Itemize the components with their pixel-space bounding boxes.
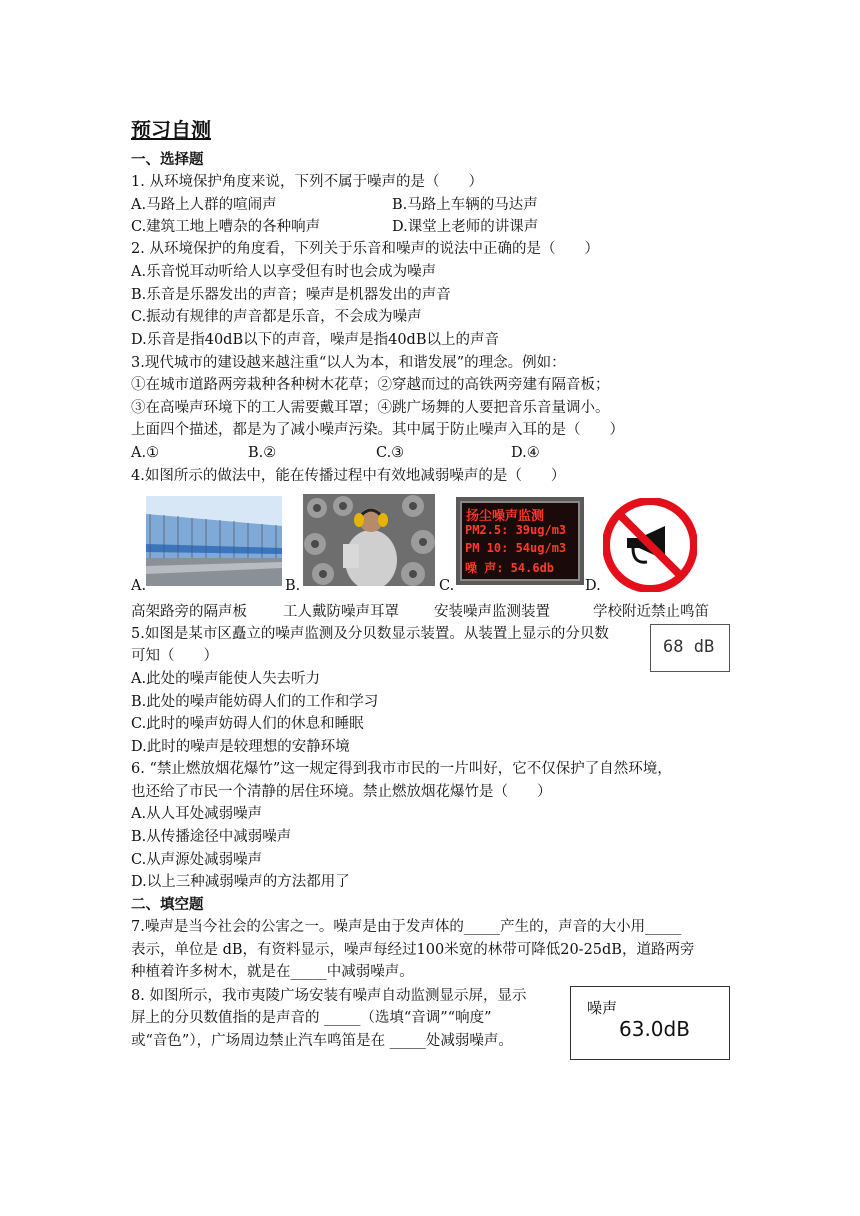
section-choice-heading: 一、选择题 — [131, 152, 204, 168]
noise-monitor-led-image — [456, 497, 584, 585]
q1-option-b: B.马路上车辆的马达声 — [392, 197, 538, 213]
q8-line-1: 8. 如图所示，我市夷陵广场安装有噪声自动监测显示屏，显示 — [131, 988, 527, 1004]
q6-option-d: D.以上三种减弱噪声的方法都用了 — [131, 874, 350, 890]
q5-option-d: D.此时的噪声是较理想的安静环境 — [131, 739, 350, 755]
q5-option-c: C.此时的噪声妨碍人们的休息和睡眠 — [131, 716, 364, 732]
q3-option-d: D.④ — [511, 445, 540, 461]
db-display-68 — [650, 624, 730, 672]
sound-barrier-image — [146, 496, 282, 586]
section-fill-heading: 二、填空题 — [131, 897, 204, 913]
q3-option-b: B.② — [248, 445, 277, 461]
q6-option-b: B.从传播途径中减弱噪声 — [131, 829, 292, 845]
q1-option-a: A.马路上人群的喧闹声 — [131, 197, 277, 213]
page-title: 预习自测 — [131, 118, 211, 142]
q3-option-c: C.③ — [376, 445, 405, 461]
q4-option-d: D. — [585, 578, 601, 594]
q2-option-a: A.乐音悦耳动听给人以享受但有时也会成为噪声 — [131, 264, 437, 280]
q6-option-c: C.从声源处减弱噪声 — [131, 852, 263, 868]
q8-line-3: 或“音色”），广场周边禁止汽车鸣笛是在 _____处减弱噪声。 — [131, 1033, 513, 1049]
q7-line-2: 表示，单位是 dB，有资料显示，噪声每经过100米宽的林带可降低20-25dB，道路两旁 — [131, 942, 695, 958]
noise-display-63 — [570, 986, 730, 1060]
q1-stem: 1. 从环境保护角度来说，下列不属于噪声的是（ ） — [131, 174, 483, 190]
no-honking-sign-icon — [603, 498, 697, 592]
noise-display-value: 63.0dB — [619, 1017, 690, 1041]
caption-b: 工人戴防噪声耳罩 — [283, 604, 399, 620]
q7-line-3: 种植着许多树木，就是在_____中减弱噪声。 — [131, 964, 414, 980]
q7-line-1: 7.噪声是当今社会的公害之一。噪声是由于发声体的_____产生的，声音的大小用_____ — [131, 919, 682, 935]
led-line-2: PM2.5: 39ug/m3 — [465, 523, 567, 537]
q5-stem: 5.如图是某市区矗立的噪声监测及分贝数显示装置。从装置上显示的分贝数 — [131, 626, 609, 642]
noise-display-label: 噪声 — [587, 999, 618, 1017]
q3-line-3: ③在高噪声环境下的工人需要戴耳罩；④跳广场舞的人要把音乐音量调小。 — [131, 400, 610, 416]
q2-option-d: D.乐音是指40dB以下的声音，噪声是指40dB以上的声音 — [131, 332, 499, 348]
q4-option-b: B. — [285, 578, 301, 594]
q5-stem-2: 可知（ ） — [131, 648, 218, 664]
q4-option-c: C. — [439, 578, 455, 594]
caption-a: 高架路旁的隔声板 — [131, 604, 247, 620]
q5-option-b: B.此处的噪声能妨碍人们的工作和学习 — [131, 694, 379, 710]
db-display-68-value: 68 dB — [663, 637, 715, 657]
q1-option-c: C.建筑工地上嘈杂的各种响声 — [131, 219, 321, 235]
q1-option-d: D.课堂上老师的讲课声 — [392, 219, 539, 235]
q6-stem: 6. “禁止燃放烟花爆竹”这一规定得到我市市民的一片叫好，它不仅保护了自然环境， — [131, 761, 672, 777]
q2-option-b: B.乐音是乐器发出的声音；噪声是机器发出的声音 — [131, 287, 451, 303]
q4-stem: 4.如图所示的做法中，能在传播过程中有效地减弱噪声的是（ ） — [131, 468, 566, 484]
q3-line-2: ①在城市道路两旁栽种各种树木花草；②穿越而过的高铁两旁建有隔音板； — [131, 377, 610, 393]
q2-stem: 2. 从环境保护的角度看，下列关于乐音和噪声的说法中正确的是（ ） — [131, 241, 599, 257]
worker-earmuffs-image — [303, 494, 435, 586]
led-line-4: 噪 声: 54.6db — [465, 561, 555, 575]
led-line-1: 扬尘噪声监测 — [466, 509, 545, 524]
q3-line-4: 上面四个描述，都是为了减小噪声污染。其中属于防止噪声入耳的是（ ） — [131, 422, 624, 438]
q8-line-2: 屏上的分贝数值指的是声音的 _____（选填“音调”“响度” — [131, 1010, 492, 1026]
q2-option-c: C.振动有规律的声音都是乐音，不会成为噪声 — [131, 309, 422, 325]
q6-stem-2: 也还给了市民一个清静的居住环境。禁止燃放烟花爆竹是（ ） — [131, 784, 552, 800]
q3-option-a: A.① — [131, 445, 160, 461]
q3-stem: 3.现代城市的建设越来越注重“以人为本，和谐发展”的理念。例如： — [131, 355, 566, 371]
caption-c: 安装噪声监测装置 — [434, 604, 550, 620]
caption-d: 学校附近禁止鸣笛 — [593, 604, 709, 620]
q5-option-a: A.此处的噪声能使人失去听力 — [131, 671, 321, 687]
led-line-3: PM 10: 54ug/m3 — [465, 541, 567, 555]
q4-option-a: A. — [131, 578, 147, 594]
q6-option-a: A.从人耳处减弱噪声 — [131, 806, 263, 822]
